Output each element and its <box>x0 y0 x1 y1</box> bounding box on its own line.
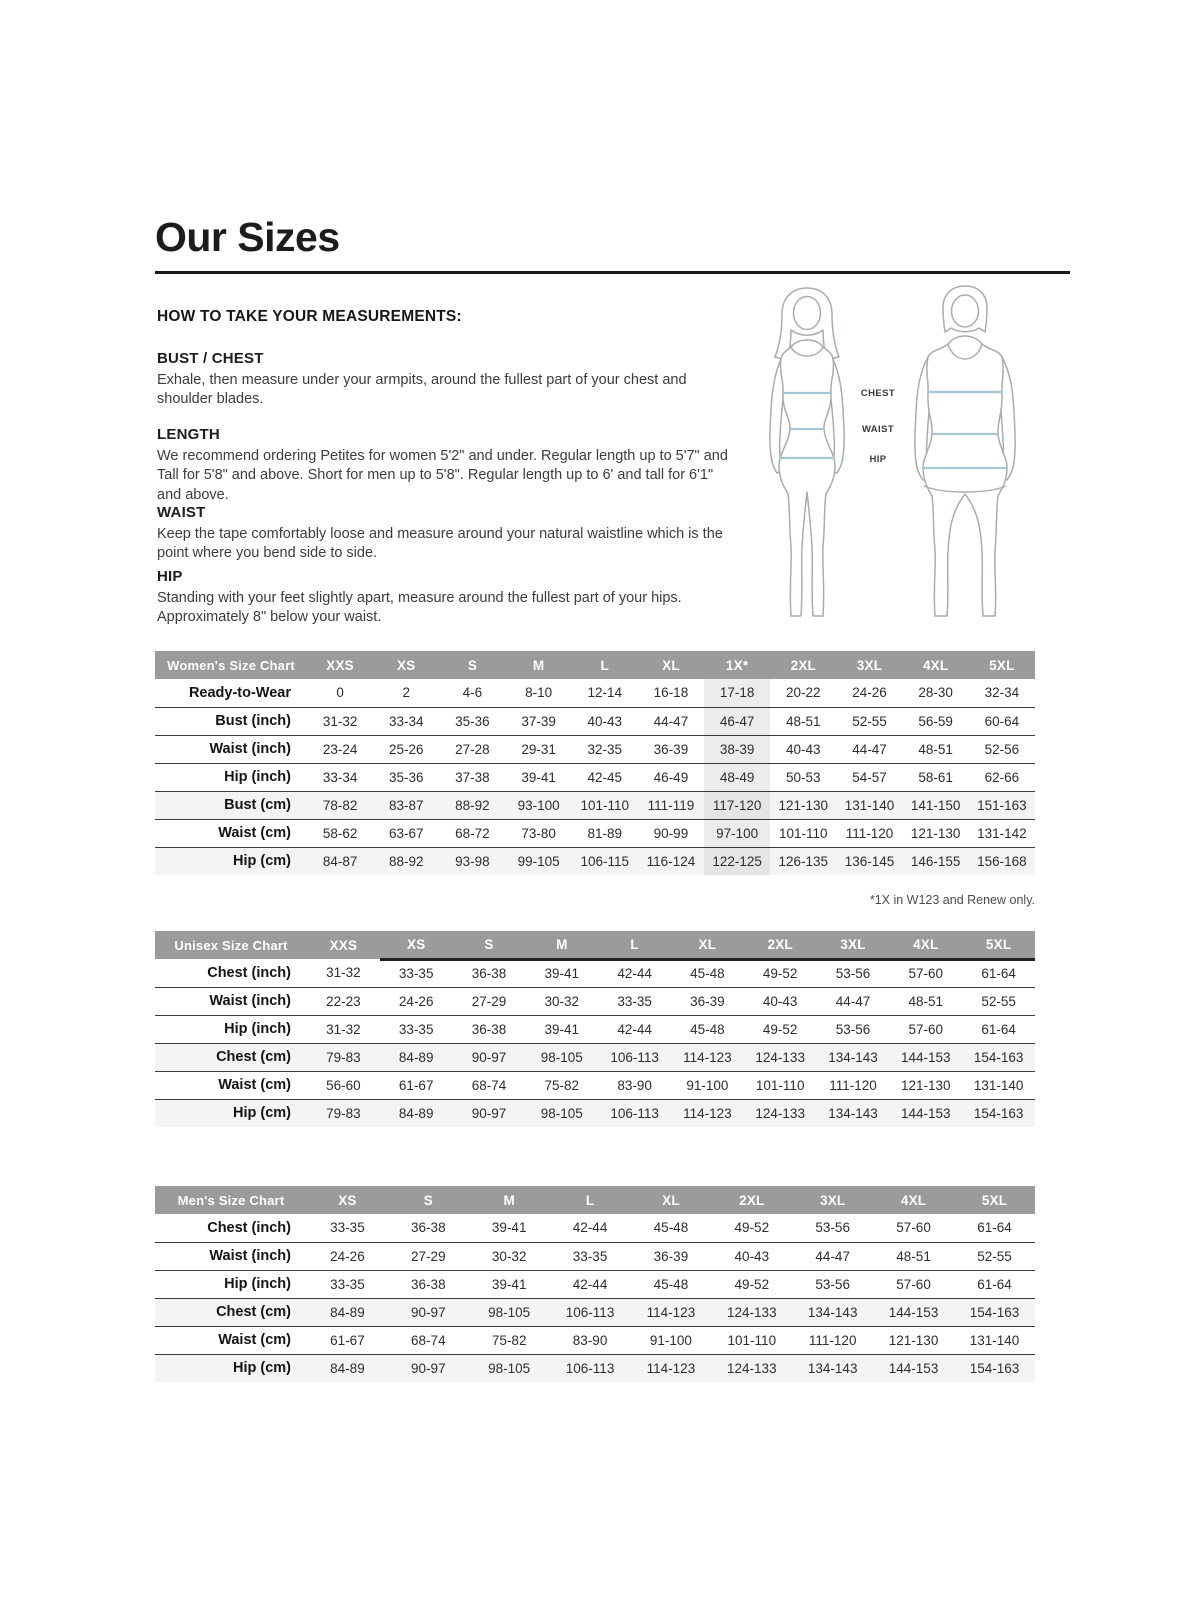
section-bust-chest <box>157 350 732 410</box>
size-cell: 91-100 <box>631 1326 712 1354</box>
size-cell: 144-153 <box>873 1354 954 1382</box>
size-column-header: XXS <box>307 651 373 679</box>
size-column-header: 2XL <box>711 1186 792 1214</box>
size-cell: 144-153 <box>889 1043 962 1071</box>
size-cell: 45-48 <box>653 1220 689 1236</box>
size-column-header: L <box>572 651 638 679</box>
size-cell: 36-38 <box>411 1220 446 1236</box>
size-cell: 124-133 <box>744 1099 817 1127</box>
size-cell: 17-18 <box>704 679 770 707</box>
size-cell: 52-55 <box>962 987 1035 1015</box>
row-label: Bust (inch) <box>155 707 307 735</box>
size-column-header: XXS <box>307 931 380 959</box>
size-cell: 121-130 <box>770 791 836 819</box>
row-label: Bust (cm) <box>155 791 307 819</box>
size-cell: 84-87 <box>307 847 373 875</box>
size-column-header: 4XL <box>873 1186 954 1214</box>
size-cell: 39-41 <box>544 966 580 981</box>
size-cell: 116-124 <box>638 847 704 875</box>
size-column-header: S <box>388 1186 469 1214</box>
size-cell: 57-60 <box>889 1015 962 1043</box>
how-to-heading: HOW TO TAKE YOUR MEASUREMENTS: <box>157 308 462 325</box>
title-divider <box>155 271 1070 274</box>
table-title: Women's Size Chart <box>155 651 307 679</box>
size-cell: 61-64 <box>981 966 1016 981</box>
size-cell: 32-34 <box>984 685 1020 701</box>
size-cell: 31-32 <box>307 1015 380 1043</box>
section-hip <box>157 568 732 628</box>
size-cell: 98-105 <box>469 1354 550 1382</box>
table-title: Unisex Size Chart <box>155 931 307 959</box>
measurement-figures-illustration <box>745 280 1040 640</box>
size-column-header: L <box>550 1186 631 1214</box>
table-row <box>155 1270 1035 1298</box>
man-figure <box>915 286 1015 616</box>
row-label: Hip (inch) <box>155 1015 307 1043</box>
table-row <box>155 791 1035 819</box>
size-cell: 144-153 <box>889 1099 962 1127</box>
size-cell: 131-140 <box>954 1326 1035 1354</box>
size-cell: 37-38 <box>439 763 505 791</box>
size-cell: 114-123 <box>631 1354 712 1382</box>
size-cell: 31-32 <box>307 707 373 735</box>
size-cell: 101-110 <box>744 1071 817 1099</box>
size-cell: 16-18 <box>653 685 689 701</box>
size-cell: 36-38 <box>471 966 507 981</box>
womens-size-table <box>155 651 1035 875</box>
size-cell: 45-48 <box>631 1270 712 1298</box>
size-cell: 84-89 <box>307 1354 388 1382</box>
size-cell: 134-143 <box>817 1043 890 1071</box>
size-cell: 111-120 <box>817 1071 890 1099</box>
size-column-header: 4XL <box>903 651 969 679</box>
size-cell: 33-35 <box>380 1015 453 1043</box>
size-cell: 83-90 <box>550 1326 631 1354</box>
size-cell: 33-35 <box>398 966 434 981</box>
size-cell: 33-35 <box>598 987 671 1015</box>
chest-label: CHEST <box>860 388 896 399</box>
size-column-header: 4XL <box>889 931 962 959</box>
size-cell: 58-61 <box>903 763 969 791</box>
size-cell: 84-89 <box>307 1298 388 1326</box>
size-cell: 90-99 <box>638 819 704 847</box>
size-cell: 24-26 <box>307 1242 388 1270</box>
size-cell: 151-163 <box>969 791 1035 819</box>
size-cell: 30-32 <box>525 987 598 1015</box>
size-cell: 83-87 <box>373 791 439 819</box>
table-row <box>155 1214 1035 1242</box>
size-cell: 114-123 <box>671 1043 744 1071</box>
size-cell: 36-38 <box>453 1015 526 1043</box>
size-cell: 144-153 <box>873 1298 954 1326</box>
section-heading: BUST / CHEST <box>157 350 264 367</box>
size-column-header: M <box>525 931 598 959</box>
section-length <box>157 426 732 505</box>
table-row <box>155 763 1035 791</box>
hip-label: HIP <box>869 454 887 465</box>
size-cell: 48-51 <box>889 987 962 1015</box>
row-label: Waist (cm) <box>155 819 307 847</box>
size-cell: 48-51 <box>770 707 836 735</box>
size-cell: 124-133 <box>711 1354 792 1382</box>
size-cell: 29-31 <box>506 735 572 763</box>
size-cell: 31-32 <box>326 965 361 981</box>
size-cell: 24-26 <box>380 987 453 1015</box>
size-cell: 44-47 <box>638 707 704 735</box>
size-cell: 93-100 <box>506 791 572 819</box>
size-column-header: 3XL <box>792 1186 873 1214</box>
size-cell: 42-44 <box>550 1270 631 1298</box>
size-cell: 56-60 <box>307 1071 380 1099</box>
table-row <box>155 987 1035 1015</box>
table-row <box>155 1242 1035 1270</box>
size-cell: 49-52 <box>744 1015 817 1043</box>
size-cell: 78-82 <box>307 791 373 819</box>
size-cell: 61-64 <box>977 1220 1012 1236</box>
size-column-header: 3XL <box>836 651 902 679</box>
row-label: Waist (cm) <box>155 1326 307 1354</box>
size-cell: 101-110 <box>770 819 836 847</box>
table-row <box>155 1326 1035 1354</box>
size-column-header: 3XL <box>817 931 890 959</box>
size-cell: 53-56 <box>835 966 871 981</box>
size-cell: 44-47 <box>836 735 902 763</box>
row-label: Chest (inch) <box>207 964 291 981</box>
size-cell: 114-123 <box>671 1099 744 1127</box>
size-cell: 57-60 <box>873 1270 954 1298</box>
size-cell: 79-83 <box>307 1043 380 1071</box>
page-title: Our Sizes <box>155 214 340 260</box>
size-cell: 42-44 <box>572 1220 608 1236</box>
row-label: Ready-to-Wear <box>188 684 291 701</box>
size-cell: 39-41 <box>506 763 572 791</box>
size-cell: 54-57 <box>836 763 902 791</box>
size-cell: 136-145 <box>836 847 902 875</box>
size-cell: 75-82 <box>469 1326 550 1354</box>
size-cell: 49-52 <box>762 966 798 981</box>
size-cell: 33-35 <box>307 1270 388 1298</box>
size-cell: 12-14 <box>587 685 623 701</box>
table-row <box>155 1298 1035 1326</box>
size-cell: 68-74 <box>453 1071 526 1099</box>
size-cell: 84-89 <box>380 1099 453 1127</box>
size-cell: 48-51 <box>903 735 969 763</box>
size-cell: 33-35 <box>550 1242 631 1270</box>
size-cell: 154-163 <box>954 1354 1035 1382</box>
size-column-header: 1X* <box>704 651 770 679</box>
table-row <box>155 959 1035 987</box>
size-cell: 124-133 <box>711 1298 792 1326</box>
size-cell: 58-62 <box>307 819 373 847</box>
row-label: Chest (cm) <box>155 1043 307 1071</box>
size-column-header: 5XL <box>969 651 1035 679</box>
section-waist <box>157 504 732 564</box>
size-cell: 28-30 <box>918 685 953 701</box>
size-cell: 35-36 <box>439 707 505 735</box>
size-cell: 48-51 <box>873 1242 954 1270</box>
size-cell: 98-105 <box>525 1043 598 1071</box>
mens-size-table <box>155 1186 1035 1382</box>
size-cell: 39-41 <box>525 1015 598 1043</box>
woman-figure <box>770 288 844 616</box>
row-label: Hip (inch) <box>155 763 307 791</box>
size-cell: 27-29 <box>453 987 526 1015</box>
size-cell: 98-105 <box>525 1099 598 1127</box>
size-cell: 63-67 <box>373 819 439 847</box>
size-cell: 117-120 <box>704 791 770 819</box>
mens-size-chart <box>155 1186 1035 1382</box>
table-row <box>155 679 1035 707</box>
unisex-size-chart <box>155 931 1035 1127</box>
size-cell: 42-44 <box>617 966 652 981</box>
size-cell: 40-43 <box>711 1242 792 1270</box>
size-cell: 50-53 <box>770 763 836 791</box>
size-cell: 23-24 <box>307 735 373 763</box>
table-row <box>155 847 1035 875</box>
size-column-header: 2XL <box>744 931 817 959</box>
size-cell: 42-44 <box>598 1015 671 1043</box>
size-cell: 48-49 <box>704 763 770 791</box>
table-row <box>155 735 1035 763</box>
size-cell: 52-56 <box>969 735 1035 763</box>
size-cell: 40-43 <box>572 707 638 735</box>
size-column-header: M <box>469 1186 550 1214</box>
section-heading: LENGTH <box>157 426 220 443</box>
size-column-header: XS <box>307 1186 388 1214</box>
row-label: Waist (inch) <box>155 1242 307 1270</box>
size-column-header: S <box>453 931 526 959</box>
table-row <box>155 707 1035 735</box>
size-cell: 93-98 <box>439 847 505 875</box>
size-cell: 44-47 <box>817 987 890 1015</box>
size-cell: 88-92 <box>373 847 439 875</box>
size-cell: 134-143 <box>792 1298 873 1326</box>
size-cell: 99-105 <box>506 847 572 875</box>
size-cell: 38-39 <box>704 735 770 763</box>
size-cell: 106-113 <box>598 1099 671 1127</box>
size-cell: 33-35 <box>330 1220 365 1236</box>
size-cell: 30-32 <box>469 1242 550 1270</box>
size-cell: 36-39 <box>631 1242 712 1270</box>
size-cell: 27-28 <box>439 735 505 763</box>
size-column-header: XS <box>380 931 453 959</box>
section-body: Standing with your feet slightly apart, measure around the fullest part of your hips. Approximately 8" below your waist. <box>157 590 682 626</box>
table-row <box>155 1043 1035 1071</box>
size-cell: 22-23 <box>307 987 380 1015</box>
size-cell: 101-110 <box>711 1326 792 1354</box>
size-cell: 156-168 <box>969 847 1035 875</box>
table-row <box>155 1099 1035 1127</box>
size-cell: 90-97 <box>453 1043 526 1071</box>
table-row <box>155 1354 1035 1382</box>
size-cell: 114-123 <box>631 1298 712 1326</box>
size-cell: 84-89 <box>380 1043 453 1071</box>
size-cell: 134-143 <box>817 1099 890 1127</box>
size-cell: 49-52 <box>734 1220 770 1236</box>
row-label: Hip (inch) <box>155 1270 307 1298</box>
size-cell: 62-66 <box>969 763 1035 791</box>
table-row <box>155 1015 1035 1043</box>
section-body: Keep the tape comfortably loose and measure around your natural waistline which is the point where you bend side to side. <box>157 526 723 562</box>
size-column-header: S <box>439 651 505 679</box>
size-cell: 61-64 <box>954 1270 1035 1298</box>
size-cell: 154-163 <box>954 1298 1035 1326</box>
row-label: Chest (cm) <box>155 1298 307 1326</box>
size-cell: 52-55 <box>836 707 902 735</box>
size-cell: 37-39 <box>506 707 572 735</box>
size-cell: 68-74 <box>388 1326 469 1354</box>
size-cell: 134-143 <box>792 1354 873 1382</box>
size-cell: 83-90 <box>598 1071 671 1099</box>
size-cell: 61-64 <box>962 1015 1035 1043</box>
size-column-header: 5XL <box>962 931 1035 959</box>
size-cell: 57-60 <box>896 1220 931 1236</box>
size-cell: 97-100 <box>704 819 770 847</box>
size-cell: 61-67 <box>307 1326 388 1354</box>
section-body: Exhale, then measure under your armpits, around the fullest part of your chest and shoulder blades. <box>157 372 687 408</box>
size-cell: 91-100 <box>671 1071 744 1099</box>
size-cell: 27-29 <box>388 1242 469 1270</box>
size-cell: 131-140 <box>836 791 902 819</box>
row-label: Hip (cm) <box>155 1099 307 1127</box>
size-cell: 121-130 <box>889 1071 962 1099</box>
size-cell: 49-52 <box>711 1270 792 1298</box>
size-cell: 68-72 <box>439 819 505 847</box>
size-cell: 121-130 <box>873 1326 954 1354</box>
figure-labels <box>861 388 895 465</box>
size-cell: 121-130 <box>903 819 969 847</box>
size-column-header: XL <box>671 931 744 959</box>
size-cell: 56-59 <box>903 707 969 735</box>
row-label: Hip (cm) <box>155 847 307 875</box>
size-cell: 88-92 <box>439 791 505 819</box>
size-cell: 79-83 <box>307 1099 380 1127</box>
size-cell: 35-36 <box>373 763 439 791</box>
size-cell: 106-113 <box>550 1298 631 1326</box>
size-cell: 33-34 <box>373 707 439 735</box>
size-column-header: 5XL <box>954 1186 1035 1214</box>
size-cell: 154-163 <box>962 1043 1035 1071</box>
size-cell: 106-115 <box>572 847 638 875</box>
size-cell: 39-41 <box>469 1270 550 1298</box>
womens-chart-footnote: *1X in W123 and Renew only. <box>869 893 1035 907</box>
size-cell: 131-142 <box>969 819 1035 847</box>
size-cell: 126-135 <box>770 847 836 875</box>
womens-size-chart <box>155 651 1035 875</box>
size-cell: 44-47 <box>792 1242 873 1270</box>
size-cell: 90-97 <box>453 1099 526 1127</box>
row-label: Waist (inch) <box>155 987 307 1015</box>
size-cell: 124-133 <box>744 1043 817 1071</box>
size-cell: 141-150 <box>903 791 969 819</box>
size-cell: 46-49 <box>638 763 704 791</box>
size-cell: 45-48 <box>671 1015 744 1043</box>
size-cell: 154-163 <box>962 1099 1035 1127</box>
size-cell: 24-26 <box>852 685 887 701</box>
size-cell: 106-113 <box>598 1043 671 1071</box>
size-cell: 33-34 <box>307 763 373 791</box>
size-cell: 20-22 <box>786 685 821 701</box>
size-cell: 73-80 <box>506 819 572 847</box>
size-cell: 90-97 <box>388 1298 469 1326</box>
row-label: Waist (inch) <box>155 735 307 763</box>
size-cell: 111-119 <box>638 791 704 819</box>
size-cell: 25-26 <box>373 735 439 763</box>
section-body: We recommend ordering Petites for women 5'2" and under. Regular length up to 5'7" and Tall for 5'8" and above. Short for men up to 5'8". Regular length up to 6' and tall for 6'1" and above. <box>157 448 728 503</box>
size-cell: 90-97 <box>388 1354 469 1382</box>
size-column-header: L <box>598 931 671 959</box>
row-label: Waist (cm) <box>155 1071 307 1099</box>
size-cell: 131-140 <box>962 1071 1035 1099</box>
unisex-size-table <box>155 931 1035 1127</box>
size-cell: 122-125 <box>704 847 770 875</box>
size-cell: 36-39 <box>638 735 704 763</box>
size-cell: 46-47 <box>704 707 770 735</box>
row-label: Hip (cm) <box>155 1354 307 1382</box>
size-cell: 106-113 <box>550 1354 631 1382</box>
size-cell: 40-43 <box>770 735 836 763</box>
section-heading: WAIST <box>157 504 206 521</box>
size-cell: 8-10 <box>525 685 553 701</box>
size-cell: 98-105 <box>469 1298 550 1326</box>
size-cell: 146-155 <box>903 847 969 875</box>
row-label: Chest (inch) <box>207 1219 291 1236</box>
size-cell: 39-41 <box>491 1220 527 1236</box>
table-row <box>155 1071 1035 1099</box>
size-cell: 111-120 <box>792 1326 873 1354</box>
waist-label: WAIST <box>861 424 895 435</box>
size-cell: 36-39 <box>671 987 744 1015</box>
size-cell: 111-120 <box>836 819 902 847</box>
size-cell: 75-82 <box>525 1071 598 1099</box>
table-row <box>155 819 1035 847</box>
section-heading: HIP <box>157 568 183 585</box>
size-cell: 2 <box>402 685 411 701</box>
size-column-header: XS <box>373 651 439 679</box>
size-cell: 53-56 <box>815 1220 850 1236</box>
size-cell: 53-56 <box>817 1015 890 1043</box>
size-cell: 45-48 <box>690 966 725 981</box>
size-cell: 60-64 <box>969 707 1035 735</box>
size-cell: 57-60 <box>908 966 944 981</box>
size-cell: 52-55 <box>954 1242 1035 1270</box>
size-cell: 42-45 <box>572 763 638 791</box>
size-cell: 32-35 <box>572 735 638 763</box>
size-column-header: M <box>506 651 572 679</box>
size-cell: 53-56 <box>792 1270 873 1298</box>
size-cell: 4-6 <box>462 685 483 701</box>
size-column-header: XL <box>631 1186 712 1214</box>
size-cell: 36-38 <box>388 1270 469 1298</box>
table-title: Men's Size Chart <box>155 1186 307 1214</box>
size-cell: 81-89 <box>572 819 638 847</box>
size-cell: 40-43 <box>744 987 817 1015</box>
size-cell: 101-110 <box>572 791 638 819</box>
size-cell: 61-67 <box>380 1071 453 1099</box>
size-cell: 0 <box>336 685 344 701</box>
size-column-header: XL <box>638 651 704 679</box>
size-column-header: 2XL <box>770 651 836 679</box>
